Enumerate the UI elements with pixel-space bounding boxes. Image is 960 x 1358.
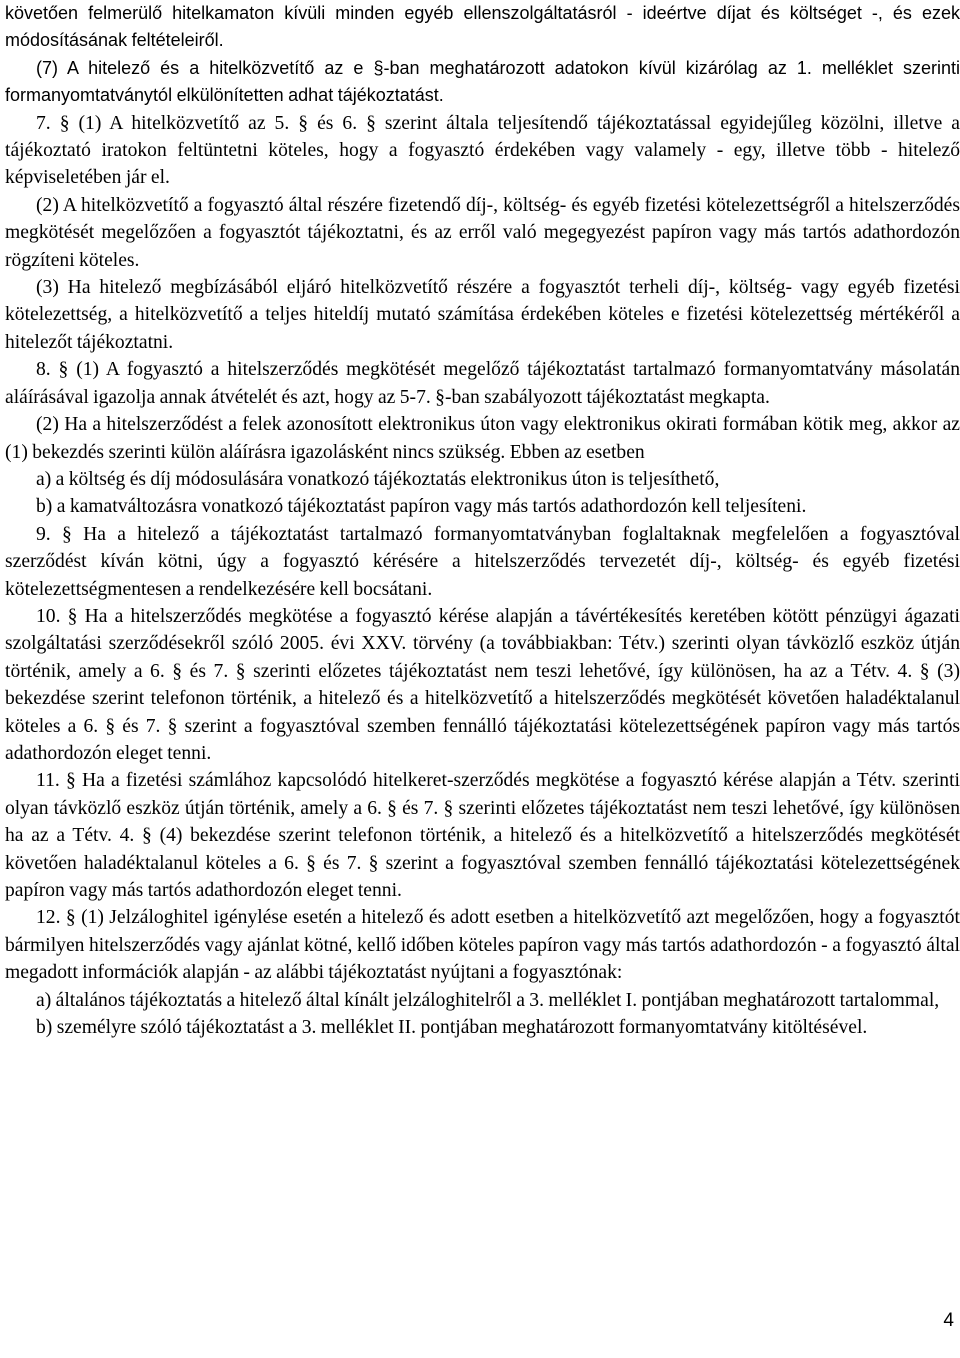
page-number: 4 <box>943 1310 954 1331</box>
paragraph-9: b) a kamatváltozásra vonatkozó tájékoztatást papíron vagy más tartós adathordozón kell teljesíteni. <box>36 496 807 518</box>
paragraph-1: követően felmerülő hitelkamaton kívüli minden egyéb ellenszolgáltatásról - ideértve díjat és költséget -, és ezek módosításának feltételeiről. <box>5 3 960 51</box>
paragraph-2: (7) A hitelező és a hitelközvetítő az e §-ban meghatározott adatokon kívül kizárólag az 1. melléklet szerinti formanyomtatványtól elkülönítetten adhat tájékoztatást. <box>5 57 960 106</box>
paragraph-8: a) a költség és díj módosulására vonatkozó tájékoztatás elektronikus úton is teljesíthető, <box>36 468 720 490</box>
paragraph-3: 7. § (1) A hitelközvetítő az 5. § és 6. § szerint általa teljesítendő tájékoztatással egyidejűleg közölni, illetve a tájékoztató iratokon feltüntetni köteles, hogy a fogyasztó érdekében vagy valamely - egy, illetve több - hitelező képviseletében jár el. <box>5 112 960 189</box>
paragraph-6: 8. § (1) A fogyasztó a hitelszerződés megkötését megelőző tájékoztatást tartalmazó formanyomtatvány másolatán aláírásával igazolja annak átvételét és azt, hogy az 5-7. §-ban szabályozott tájékoztatást megkapta. <box>5 359 960 408</box>
paragraph-7: (2) Ha a hitelszerződést a felek azonosított elektronikus úton vagy elektronikus okirati formában kötik meg, akkor az (1) bekezdés szerinti külön aláírásra igazolásként nincs szükség. Ebben az esetben <box>5 414 960 463</box>
paragraph-13: 12. § (1) Jelzáloghitel igénylése esetén a hitelező és adott esetben a hitelközvetítő azt megelőzően, hogy a fogyasztót bármilyen hitelszerződés vagy ajánlat kötné, kellő időben köteles papíron vagy más tartós adathordozón - a fogyasztó által megadott információk alapján - az alábbi tájékoztatást nyújtani a fogyasztónak: <box>5 907 960 984</box>
paragraph-11: 10. § Ha a hitelszerződés megkötése a fogyasztó kérése alapján a távértékesítés keretében kötött pénzügyi ágazati szolgáltatási szerződésekről szóló 2005. évi XXV. törvény (a továbbiakban: Tétv.) szerinti olyan távközlő eszköz útján történik, amely a 6. § és 7. § szerinti előzetes tájékoztatást nem teszi lehetővé, így különösen, ha az a Tétv. 4. § (3) bekezdése szerint telefonon történik, a hitelező és a hitelközvetítő a hitelszerződés megkötését követően haladéktalanul köteles a 6. § és 7. § szerint a fogyasztóval szemben fennálló tájékoztatási kötelezettségének papíron vagy más tartós adathordozón eleget tenni. <box>5 605 960 764</box>
document-page <box>5 0 960 1041</box>
paragraph-14: a) általános tájékoztatás a hitelező által kínált jelzáloghitelről a 3. melléklet I. pontjában meghatározott tartalommal, <box>36 989 940 1011</box>
paragraph-4: (2) A hitelközvetítő a fogyasztó által részére fizetendő díj-, költség- és egyéb fizetési kötelezettségről a hitelszerződés megkötését megelőzően a fogyasztót tájékoztatni, és az erről való megegyezést papíron vagy más tartós adathordozón rögzíteni köteles. <box>5 194 960 271</box>
paragraph-10: 9. § Ha a hitelező a tájékoztatást tartalmazó formanyomtatványban foglaltaknak megfelelően a fogyasztóval szerződést kíván kötni, úgy a fogyasztó kérésére a hitelszerződés tervezetét díj-, költség- és egyéb fizetési kötelezettségmentesen a rendelkezésére kell bocsátani. <box>5 523 960 600</box>
paragraph-12: 11. § Ha a fizetési számlához kapcsolódó hitelkeret-szerződés megkötése a fogyasztó kérése alapján a Tétv. szerinti olyan távközlő eszköz útján történik, amely a 6. § és 7. § szerinti előzetes tájékoztatást nem teszi lehetővé, így különösen ha az a Tétv. 4. § (4) bekezdése szerint telefonon történik, a hitelező és a hitelközvetítő a hitelszerződés megkötését követően haladéktalanul köteles a 6. § és 7. § szerint a fogyasztóval szemben fennálló tájékoztatási kötelezettségének papíron vagy más tartós adathordozón eleget tenni. <box>5 770 960 901</box>
paragraph-5: (3) Ha hitelező megbízásából eljáró hitelközvetítő részére a fogyasztót terheli díj-, költség- vagy egyéb fizetési kötelezettség, a hitelközvetítő a teljes hiteldíj mutató számítása érdekében köteles e fizetési kötelezettség mértékéről a hitelezőt tájékoztatni. <box>5 277 960 353</box>
paragraph-15: b) személyre szóló tájékoztatást a 3. melléklet II. pontjában meghatározott formanyomtatvány kitöltésével. <box>36 1017 868 1039</box>
